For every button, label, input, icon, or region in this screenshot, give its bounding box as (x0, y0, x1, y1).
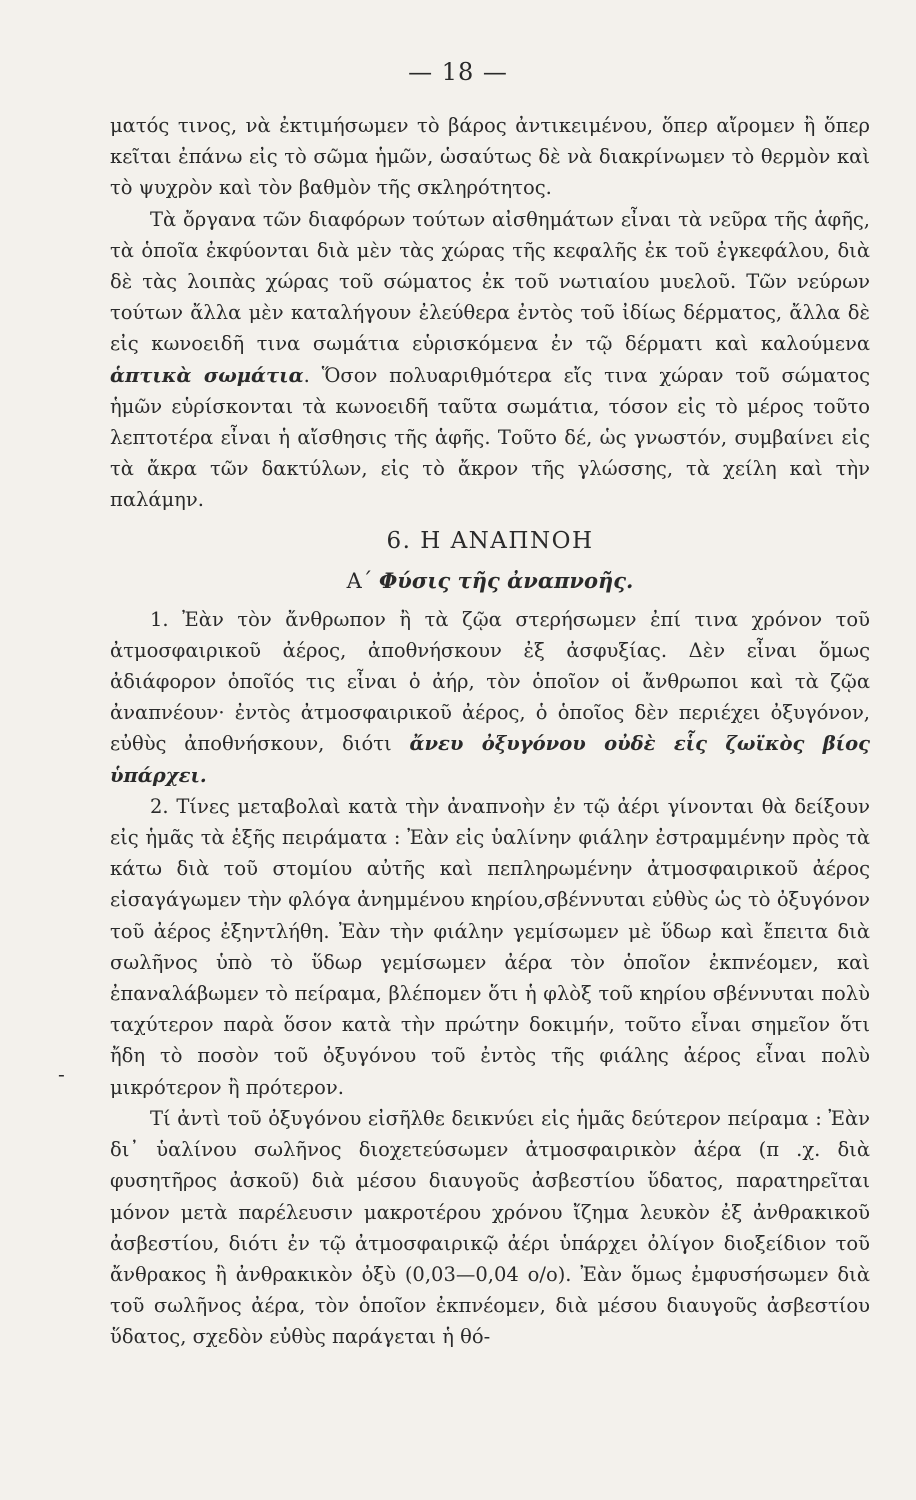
section-title (110, 564, 870, 598)
paragraph-1 (110, 604, 870, 791)
chapter-title: 6. Η ΑΝΑΠΝΟΗ (386, 527, 594, 554)
paragraph-1-emphasis: ἄνευ ὀξυγόνου οὐδὲ εἷς ζωϊκὸς βίος ὑπάρχει. (110, 732, 870, 787)
paragraph-organs-text-a: Τὰ ὄργανα τῶν διαφόρων τούτων αἰσθημάτων εἶναι τὰ νεῦρα τῆς ἁφῆς, τὰ ὁποῖα ἐκφύονται διὰ μὲν τὰς χώρας τῆς κεφαλῆς ἐκ τοῦ ἐγκεφάλου, διὰ δὲ τὰς λοιπὰς χώρας τοῦ σώματος ἐκ τοῦ νωτιαίου μυελοῦ. Τῶν νεύρων τούτων ἄλλα μὲν καταλήγουν ἐλεύθερα ἐντὸς τοῦ ἰδίως δέρματος, ἄλλα δὲ εἰς κωνοειδῆ τινα σωμάτια εὑρισκόμενα ἐν τῷ δέρματι καὶ καλούμενα (110, 207, 870, 356)
paragraph-2: 2. Τίνες μεταβολαὶ κατὰ τὴν ἀναπνοὴν ἐν τῷ ἀέρι γίνονται θὰ δείξουν εἰς ἡμᾶς τὰ ἑξῆς πειράματα : Ἐὰν εἰς ὑαλίνην φιάλην ἐστραμμένην πρὸς τὰ κάτω διὰ τοῦ στομίου αὐτῆς καὶ πεπληρωμένην ἀτμοσφαιρικοῦ ἀέρος εἰσαγάγωμεν τὴν φλόγα ἀνημμένου κηρίου,σβέννυται εὐθὺς ὡς τὸ ὀξυγόνον τοῦ ἀέρος ἐξηντλήθη. Ἐὰν τὴν φιάλην γεμίσωμεν μὲ ὕδωρ καὶ ἔπειτα διὰ σωλῆνος ὑπὸ τὸ ὕδωρ γεμίσωμεν ἀέρα τὸν ὁποῖον ἐκπνέομεν, καὶ ἐπαναλάβωμεν τὸ πείραμα, βλέπομεν ὅτι ἡ φλὸξ τοῦ κηρίου σβέννυται πολὺ ταχύτερον παρὰ ὅσον κατὰ τὴν πρώτην δοκιμήν, τοῦτο εἶναι σημεῖον ὅτι ἤδη τὸ ποσὸν τοῦ ὀξυγόνου τοῦ ἐντὸς τῆς φιάλης ἀέρος εἶναι πολὺ μικρότερον ἢ πρότερον. (110, 794, 870, 1099)
paragraph-organs-emphasis: ἁπτικὰ σωμάτια (110, 363, 304, 387)
paragraph-3: Τί ἀντὶ τοῦ ὀξυγόνου εἰσῆλθε δεικνύει εἰς ἡμᾶς δεύτερον πείραμα : Ἐὰν δι᾽ ὑαλίνου σωλῆνος διοχετεύσωμεν ἀτμοσφαιρικὸν ἀέρα (π .χ. διὰ φυσητῆρος ἀσκοῦ) διὰ μέσου διαυγοῦς ἀσβεστίου ὕδατος, παρατηρεῖται μόνον μετὰ παρέλευσιν μακροτέρου χρόνου ἴζημα λευκὸν ἐξ ἀνθρακικοῦ ἀσβεστίου, διότι ἐν τῷ ἀτμοσφαιρικῷ ἀέρι ὑπάρχει ὀλίγον διοξείδιον τοῦ ἄνθρακος ἢ ἀνθρακικὸν ὀξὺ (0,03—0,04 ο/ο). Ἐὰν ὅμως ἐμφυσήσωμεν διὰ τοῦ σωλῆνος ἀέρα, τὸν ὁποῖον ἐκπνέομεν, διὰ μέσου διαυγοῦς ἀσβεστίου ὕδατος, σχεδὸν εὐθὺς παράγεται ἡ θό- (110, 1106, 870, 1349)
paragraph-intro: ματός τινος, νὰ ἐκτιμήσωμεν τὸ βάρος ἀντικειμένου, ὅπερ αἴρομεν ἢ ὅπερ κεῖται ἐπάνω εἰς τὸ σῶμα ἡμῶν, ὡσαύτως δὲ νὰ διακρίνωμεν τὸ θερμὸν καὶ τὸ ψυχρὸν καὶ τὸν βαθμὸν τῆς σκληρότητος. (110, 114, 870, 200)
body-text (110, 110, 870, 1353)
margin-mark: - (58, 1062, 65, 1086)
paragraph-organs-text-b: . Ὅσον πολυαριθμότερα εἴς τινα χώραν τοῦ σώματος ἡμῶν εὑρίσκονται τὰ κωνοειδῆ ταῦτα σωμάτια, τόσον εἰς τὸ μέρος τοῦτο λεπτοτέρα εἶναι ἡ αἴσθησις τῆς ἁφῆς. Τοῦτο δέ, ὡς γνωστόν, συμβαίνει εἰς τὰ ἄκρα τῶν δακτύλων, εἰς τὸ ἄκρον τῆς γλώσσης, τὰ χείλη καὶ τὴν παλάμην. (110, 363, 870, 512)
page-number: — 18 — (408, 58, 508, 86)
paragraph-organs (110, 204, 870, 516)
section-prefix: Α΄ (346, 568, 373, 593)
paragraph-1-text: 1. Ἐὰν τὸν ἄνθρωπον ἢ τὰ ζῷα στερήσωμεν ἐπί τινα χρόνον τοῦ ἀτμοσφαιρικοῦ ἀέρος, ἀποθνήσκουν ἐξ ἀσφυξίας. Δὲν εἶναι ὅμως ἀδιάφορον ὁποῖός τις εἶναι ὁ ἀήρ, τὸν ὁποῖον οἱ ἄνθρωποι καὶ τὰ ζῷα ἀναπνέουν· ἐντὸς ἀτμοσφαιρικοῦ ἀέρος, ὁ ὁποῖος δὲν περιέχει ὀξυγόνον, εὐθὺς ἀποθνήσκουν, διότι (110, 607, 870, 756)
section-heading: Φύσις τῆς ἀναπνοῆς. (379, 567, 634, 593)
